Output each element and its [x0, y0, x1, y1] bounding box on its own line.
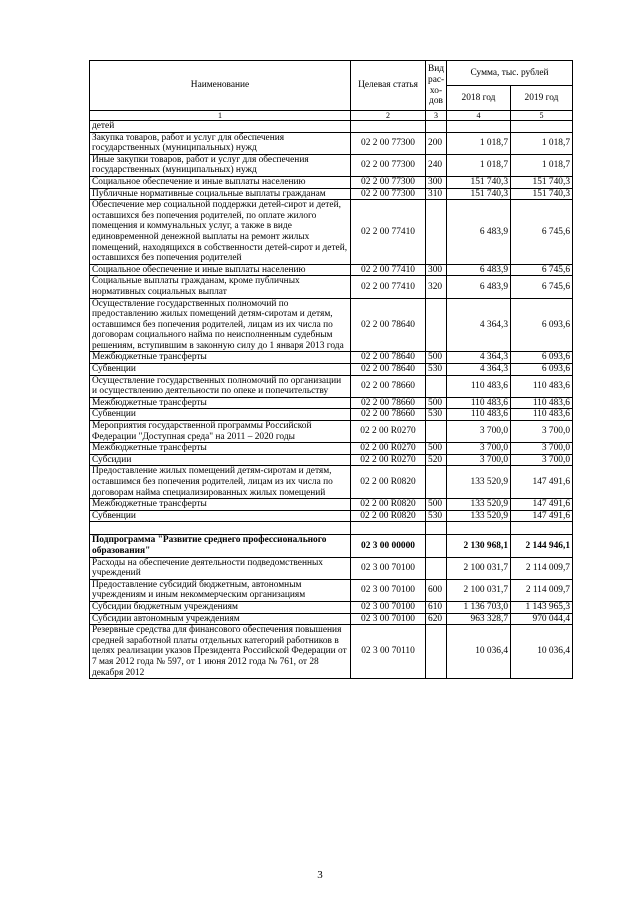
table-row: [90, 276, 573, 298]
row-amount-2019: 6 745,6: [511, 264, 573, 276]
row-amount-2019: 1 018,7: [511, 154, 573, 176]
row-expense-kind: 500: [426, 352, 447, 364]
table-row: [90, 625, 573, 679]
row-target-code: 02 2 00 77300: [351, 132, 426, 154]
row-expense-kind: 300: [426, 264, 447, 276]
row-amount-2019: [511, 121, 573, 133]
table-row: [90, 375, 573, 397]
row-amount-2018: 151 740,3: [447, 176, 511, 188]
row-amount-2018: 963 328,7: [447, 613, 511, 625]
row-target-code: 02 3 00 70100: [351, 579, 426, 601]
table-row: [90, 613, 573, 625]
row-name: [90, 522, 351, 535]
row-target-code: 02 3 00 70110: [351, 625, 426, 679]
row-amount-2018: 110 483,6: [447, 397, 511, 409]
table-row: [90, 364, 573, 376]
column-number: 2: [351, 111, 426, 121]
row-expense-kind: 500: [426, 397, 447, 409]
row-expense-kind: 530: [426, 364, 447, 376]
row-amount-2019: 3 700,0: [511, 454, 573, 466]
row-expense-kind: 600: [426, 579, 447, 601]
row-amount-2019: 1 018,7: [511, 132, 573, 154]
row-name: Мероприятия государственной программы Российской Федерации "Доступная среда" на 2011 – 2020 годы: [90, 421, 351, 443]
table-row: [90, 601, 573, 613]
row-name: Межбюджетные трансферты: [90, 499, 351, 511]
row-amount-2019: 151 740,3: [511, 188, 573, 200]
row-target-code: 02 2 00 R0270: [351, 421, 426, 443]
row-expense-kind: 530: [426, 409, 447, 421]
row-amount-2018: 6 483,9: [447, 276, 511, 298]
header-row: [90, 61, 573, 86]
row-expense-kind: 610: [426, 601, 447, 613]
row-target-code: 02 2 00 78640: [351, 352, 426, 364]
column-number: 4: [447, 111, 511, 121]
table-row: [90, 454, 573, 466]
row-amount-2018: 1 018,7: [447, 154, 511, 176]
header-year-2018: 2018 год: [447, 86, 511, 111]
row-amount-2019: 6 093,6: [511, 298, 573, 352]
row-name: Субвенции: [90, 409, 351, 421]
row-name: Субсидии бюджетным учреждениям: [90, 601, 351, 613]
row-name: Межбюджетные трансферты: [90, 352, 351, 364]
row-target-code: 02 2 00 R0820: [351, 499, 426, 511]
row-amount-2018: 10 036,4: [447, 625, 511, 679]
row-target-code: 02 3 00 70100: [351, 601, 426, 613]
spacer-row: [90, 522, 573, 535]
budget-table: [89, 60, 573, 679]
row-expense-kind: 620: [426, 613, 447, 625]
row-amount-2018: 1 018,7: [447, 132, 511, 154]
row-amount-2018: 133 520,9: [447, 510, 511, 522]
row-name: Субвенции: [90, 364, 351, 376]
column-number-row: [90, 111, 573, 121]
row-target-code: 02 2 00 77410: [351, 200, 426, 265]
row-amount-2019: 10 036,4: [511, 625, 573, 679]
row-amount-2018: [447, 121, 511, 133]
row-amount-2019: 2 144 946,1: [511, 535, 573, 557]
row-expense-kind: [426, 625, 447, 679]
row-target-code: 02 2 00 77410: [351, 264, 426, 276]
row-amount-2019: 970 044,4: [511, 613, 573, 625]
table-row: [90, 176, 573, 188]
table-row: [90, 397, 573, 409]
row-amount-2018: 1 136 703,0: [447, 601, 511, 613]
table-row: [90, 421, 573, 443]
row-expense-kind: 320: [426, 276, 447, 298]
row-target-code: 02 2 00 77300: [351, 154, 426, 176]
table-row: [90, 535, 573, 557]
row-amount-2019: 151 740,3: [511, 176, 573, 188]
row-target-code: 02 2 00 R0820: [351, 466, 426, 499]
row-expense-kind: 520: [426, 454, 447, 466]
row-target-code: 02 2 00 78660: [351, 375, 426, 397]
row-expense-kind: [426, 522, 447, 535]
row-target-code: [351, 121, 426, 133]
row-amount-2019: 147 491,6: [511, 466, 573, 499]
table-row: [90, 298, 573, 352]
header-sum: Сумма, тыс. рублей: [447, 61, 573, 86]
table-row: [90, 154, 573, 176]
budget-table-body: [90, 121, 573, 679]
row-amount-2019: 147 491,6: [511, 510, 573, 522]
row-expense-kind: 240: [426, 154, 447, 176]
table-row: [90, 264, 573, 276]
row-name: Субсидии автономным учреждениям: [90, 613, 351, 625]
row-amount-2018: 133 520,9: [447, 499, 511, 511]
row-name: Межбюджетные трансферты: [90, 397, 351, 409]
row-target-code: 02 2 00 R0820: [351, 510, 426, 522]
row-amount-2019: 110 483,6: [511, 397, 573, 409]
row-name: Закупка товаров, работ и услуг для обеспечения государственных (муниципальных) нужд: [90, 132, 351, 154]
row-amount-2019: 3 700,0: [511, 421, 573, 443]
row-amount-2018: 3 700,0: [447, 421, 511, 443]
row-amount-2018: 2 100 031,7: [447, 557, 511, 579]
row-target-code: 02 2 00 78660: [351, 409, 426, 421]
header-name: Наименование: [90, 61, 351, 111]
row-amount-2019: 6 093,6: [511, 352, 573, 364]
row-name: Социальные выплаты гражданам, кроме публичных нормативных социальных выплат: [90, 276, 351, 298]
column-number: 1: [90, 111, 351, 121]
row-name: Осуществление государственных полномочий по организации и осуществлению деятельности по опеке и попечительству: [90, 375, 351, 397]
row-amount-2019: 1 143 965,3: [511, 601, 573, 613]
row-amount-2019: 2 114 009,7: [511, 557, 573, 579]
table-row: [90, 510, 573, 522]
header-kind: Вид рас-хо-дов: [426, 61, 447, 111]
row-amount-2018: 2 130 968,1: [447, 535, 511, 557]
row-expense-kind: 310: [426, 188, 447, 200]
row-expense-kind: [426, 557, 447, 579]
row-amount-2018: 4 364,3: [447, 352, 511, 364]
table-row: [90, 188, 573, 200]
row-amount-2019: 110 483,6: [511, 375, 573, 397]
row-amount-2018: 6 483,9: [447, 200, 511, 265]
row-expense-kind: [426, 121, 447, 133]
row-name: Публичные нормативные социальные выплаты гражданам: [90, 188, 351, 200]
row-amount-2018: 3 700,0: [447, 454, 511, 466]
table-row: [90, 200, 573, 265]
row-amount-2018: [447, 522, 511, 535]
row-target-code: 02 2 00 77300: [351, 188, 426, 200]
row-amount-2018: 4 364,3: [447, 364, 511, 376]
row-target-code: [351, 522, 426, 535]
row-target-code: 02 2 00 78660: [351, 397, 426, 409]
row-amount-2019: 6 745,6: [511, 200, 573, 265]
row-expense-kind: 500: [426, 443, 447, 455]
row-amount-2018: 2 100 031,7: [447, 579, 511, 601]
row-target-code: 02 2 00 R0270: [351, 454, 426, 466]
row-name: детей: [90, 121, 351, 133]
row-expense-kind: [426, 375, 447, 397]
row-target-code: 02 3 00 70100: [351, 557, 426, 579]
row-amount-2019: 6 745,6: [511, 276, 573, 298]
row-name: Межбюджетные трансферты: [90, 443, 351, 455]
row-target-code: 02 2 00 78640: [351, 364, 426, 376]
row-target-code: 02 2 00 R0270: [351, 443, 426, 455]
row-name: Иные закупки товаров, работ и услуг для обеспечения государственных (муниципальных) нужд: [90, 154, 351, 176]
row-amount-2019: 3 700,0: [511, 443, 573, 455]
row-amount-2019: 110 483,6: [511, 409, 573, 421]
row-name: Предоставление жилых помещений детям-сиротам и детям, оставшимся без попечения родителей, лицам из их числа по договорам найма специализированных жилых помещений: [90, 466, 351, 499]
row-amount-2018: 110 483,6: [447, 375, 511, 397]
row-name: Субсидии: [90, 454, 351, 466]
column-number: 3: [426, 111, 447, 121]
row-name: Предоставление субсидий бюджетным, автономным учреждениям и иным некоммерческим организациям: [90, 579, 351, 601]
row-amount-2018: 110 483,6: [447, 409, 511, 421]
row-name: Резервные средства для финансового обеспечения повышения средней заработной платы отдельных категорий работников в целях реализации указов Президента Российской Федерации от 7 мая 2012 года № 597, от 1 июня 2012 года № 761, от 28 декабря 2012: [90, 625, 351, 679]
row-expense-kind: [426, 200, 447, 265]
table-row: [90, 409, 573, 421]
row-target-code: 02 3 00 00000: [351, 535, 426, 557]
row-name: Подпрограмма "Развитие среднего профессионального образования": [90, 535, 351, 557]
row-expense-kind: [426, 421, 447, 443]
row-name: Осуществление государственных полномочий по предоставлению жилых помещений детям-сиротам и детям, оставшимся без попечения родителей, лицам из их числа по договорам социального найма по неисполненным судебным решениям, вступившим в законную силу до 1 января 2013 года: [90, 298, 351, 352]
row-expense-kind: 300: [426, 176, 447, 188]
row-amount-2018: 133 520,9: [447, 466, 511, 499]
row-amount-2019: 2 114 009,7: [511, 579, 573, 601]
header-year-2019: 2019 год: [511, 86, 573, 111]
table-row: [90, 466, 573, 499]
page-number: 3: [317, 869, 323, 881]
row-expense-kind: [426, 466, 447, 499]
row-expense-kind: [426, 298, 447, 352]
row-expense-kind: [426, 535, 447, 557]
row-name: Субвенции: [90, 510, 351, 522]
table-row: [90, 557, 573, 579]
row-target-code: 02 3 00 70100: [351, 613, 426, 625]
header-target: Целевая статья: [351, 61, 426, 111]
row-expense-kind: 200: [426, 132, 447, 154]
table-row: [90, 499, 573, 511]
row-name: Обеспечение мер социальной поддержки детей-сирот и детей, оставшихся без попечения родителей, по оплате жилого помещения и коммунальных услуг, а также в виде единовременной денежной выплаты на ремонт жилых помещений, находящихся в собственности детей-сирот и детей, оставшихся без попечения родителей: [90, 200, 351, 265]
row-name: Социальное обеспечение и иные выплаты населению: [90, 264, 351, 276]
row-amount-2019: [511, 522, 573, 535]
row-name: Социальное обеспечение и иные выплаты населению: [90, 176, 351, 188]
row-amount-2019: 147 491,6: [511, 499, 573, 511]
row-amount-2018: 4 364,3: [447, 298, 511, 352]
row-amount-2018: 3 700,0: [447, 443, 511, 455]
table-row: [90, 579, 573, 601]
row-target-code: 02 2 00 77300: [351, 176, 426, 188]
row-name: Расходы на обеспечение деятельности подведомственных учреждений: [90, 557, 351, 579]
table-row: [90, 443, 573, 455]
row-target-code: 02 2 00 77410: [351, 276, 426, 298]
row-amount-2019: 6 093,6: [511, 364, 573, 376]
row-expense-kind: 500: [426, 499, 447, 511]
table-row: [90, 352, 573, 364]
table-row: [90, 132, 573, 154]
table-row: [90, 121, 573, 133]
row-target-code: 02 2 00 78640: [351, 298, 426, 352]
row-expense-kind: 530: [426, 510, 447, 522]
row-amount-2018: 151 740,3: [447, 188, 511, 200]
row-amount-2018: 6 483,9: [447, 264, 511, 276]
column-number: 5: [511, 111, 573, 121]
